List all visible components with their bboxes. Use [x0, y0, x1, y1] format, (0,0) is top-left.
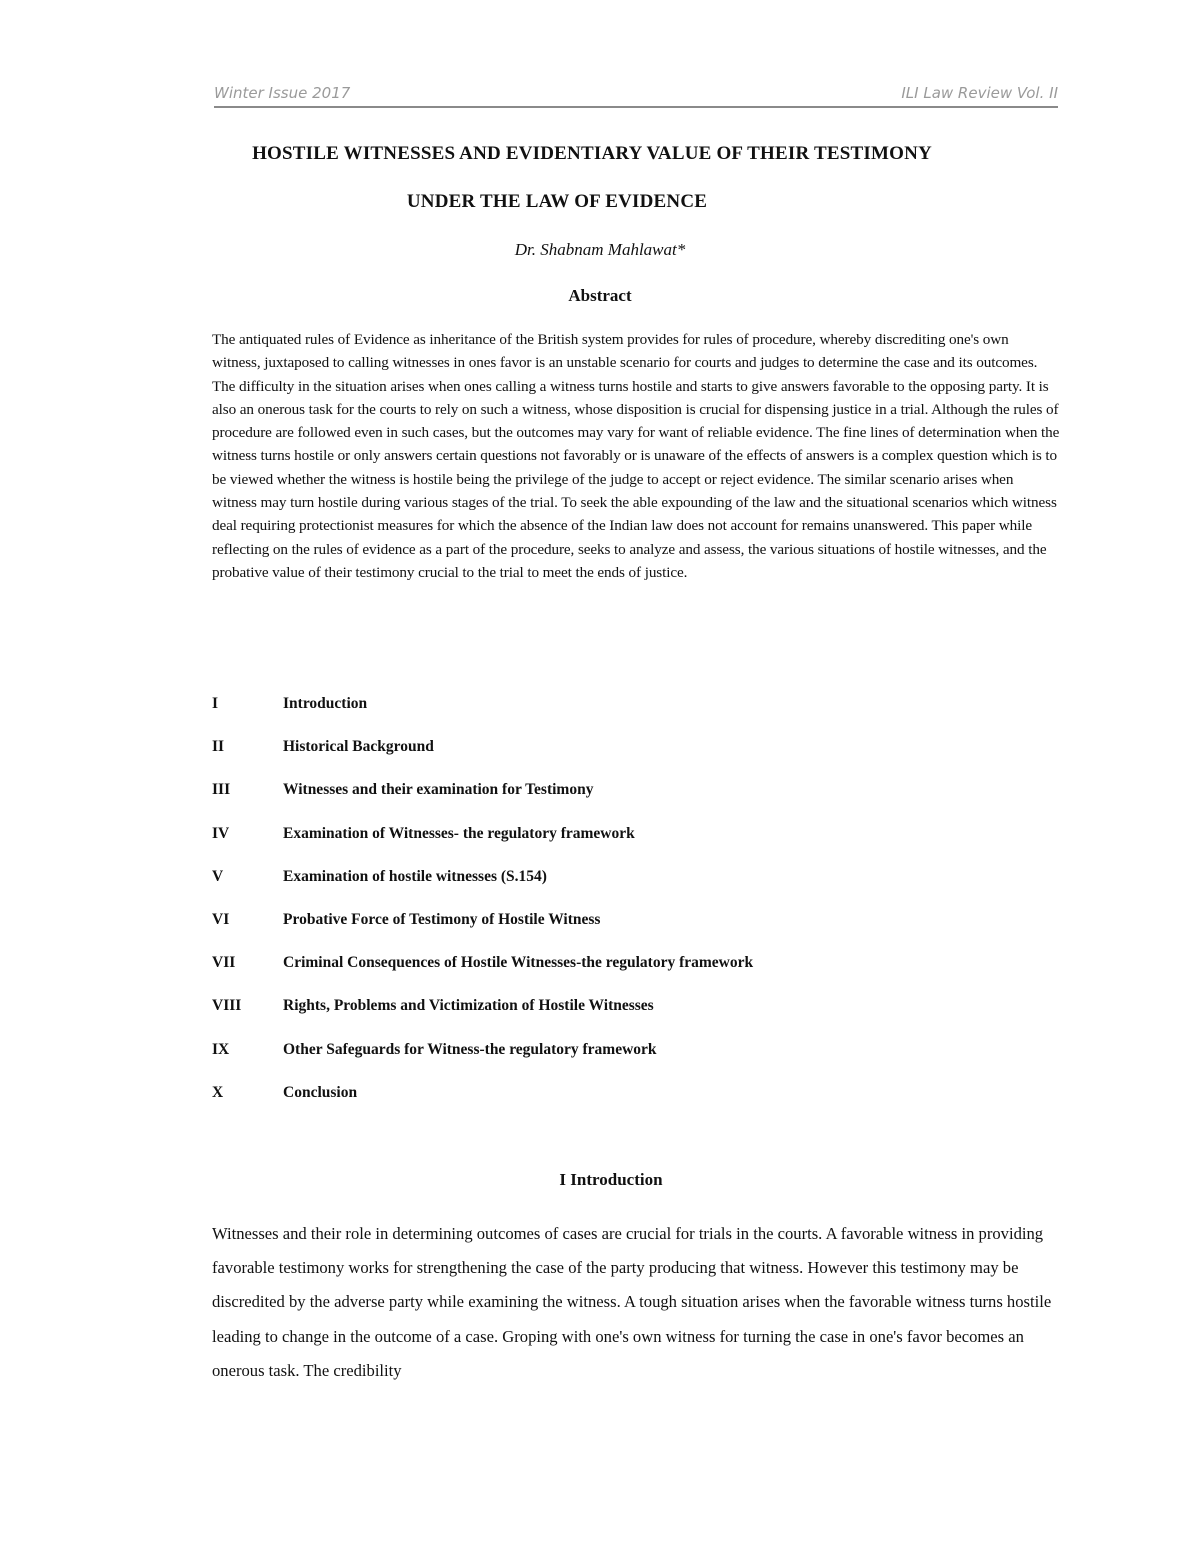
toc-number: X	[212, 1083, 224, 1101]
paper-title-line-1: HOSTILE WITNESSES AND EVIDENTIARY VALUE OF THEIR TESTIMONY	[252, 143, 932, 164]
paper-title-line-2: UNDER THE LAW OF EVIDENCE	[406, 191, 708, 212]
toc-number: IX	[212, 1040, 230, 1058]
toc-item	[212, 954, 1012, 997]
abstract-heading: Abstract	[568, 286, 632, 305]
toc-label: Witnesses and their examination for Testimony	[283, 781, 594, 799]
toc-number: VIII	[212, 997, 242, 1015]
toc-item	[212, 781, 1012, 824]
toc-number: VI	[212, 910, 230, 928]
table-of-contents	[212, 695, 1012, 1127]
issue-label: Winter Issue 2017	[214, 84, 351, 102]
toc-item	[212, 738, 1012, 781]
toc-item	[212, 1084, 1012, 1127]
toc-item	[212, 868, 1012, 911]
toc-label: Other Safeguards for Witness-the regulatory framework	[283, 1040, 657, 1058]
toc-number: V	[212, 867, 224, 885]
toc-item	[212, 911, 1012, 954]
toc-item	[212, 695, 1012, 738]
toc-number: I	[212, 695, 219, 712]
running-header	[214, 84, 1058, 108]
introduction-body: Witnesses and their role in determining outcomes of cases are crucial for trials in the courts. A favorable witness in providing favorable testimony works for strengthening the case of the party producing that witness. However this testimony may be discredited by the adverse party while examining the witness. A tough situation arises when the favorable witness turns hostile leading to change in the outcome of a case. Groping with one's own witness for turning the case in one's favor becomes an onerous task. The credibility	[212, 1224, 1052, 1380]
journal-label: ILI Law Review Vol. II	[901, 84, 1058, 102]
section-heading-introduction: I Introduction	[559, 1170, 663, 1189]
toc-number: III	[212, 781, 231, 799]
toc-label: Criminal Consequences of Hostile Witnesses-the regulatory framework	[283, 954, 754, 972]
toc-item	[212, 997, 1012, 1040]
toc-number: II	[212, 738, 225, 756]
toc-label: Examination of Witnesses- the regulatory framework	[283, 824, 635, 842]
toc-label: Rights, Problems and Victimization of Hostile Witnesses	[283, 997, 654, 1015]
toc-label: Conclusion	[283, 1083, 358, 1101]
toc-number: IV	[212, 824, 230, 842]
toc-label: Examination of hostile witnesses (S.154)	[283, 867, 547, 885]
toc-label: Introduction	[283, 695, 368, 712]
toc-number: VII	[212, 954, 236, 972]
toc-label: Historical Background	[283, 738, 434, 756]
author-name: Dr. Shabnam Mahlawat*	[514, 240, 686, 259]
toc-item	[212, 1041, 1012, 1084]
toc-label: Probative Force of Testimony of Hostile Witness	[283, 910, 601, 928]
toc-item	[212, 825, 1012, 868]
abstract-body: The antiquated rules of Evidence as inheritance of the British system provides for rules of procedure, whereby discrediting one's own witness, juxtaposed to calling witnesses in ones favor is an unstable scenario for courts and judges to determine the case and its outcomes. The difficulty in the situation arises when ones calling a witness turns hostile and starts to give answers favorable to the opposing party. It is also an onerous task for the courts to rely on such a witness, whose disposition is crucial for dispensing justice in a trial. Although the rules of procedure are followed even in such cases, but the outcomes may vary for want of reliable evidence. The fine lines of determination when the witness turns hostile or only answers certain questions not favorably or is unaware of the effects of answers is a complex question which is to be viewed whether the witness is hostile being the privilege of the judge to accept or reject evidence. The similar scenario arises when witness may turn hostile during various stages of the trial. To seek the able expounding of the law and the situational scenarios which witness deal requiring protectionist measures for which the absence of the Indian law does not account for remains unanswered. This paper while reflecting on the rules of evidence as a part of the procedure, seeks to analyze and assess, the various situations of hostile witnesses, and the probative value of their testimony crucial to the trial to meet the ends of justice.	[212, 331, 1060, 581]
